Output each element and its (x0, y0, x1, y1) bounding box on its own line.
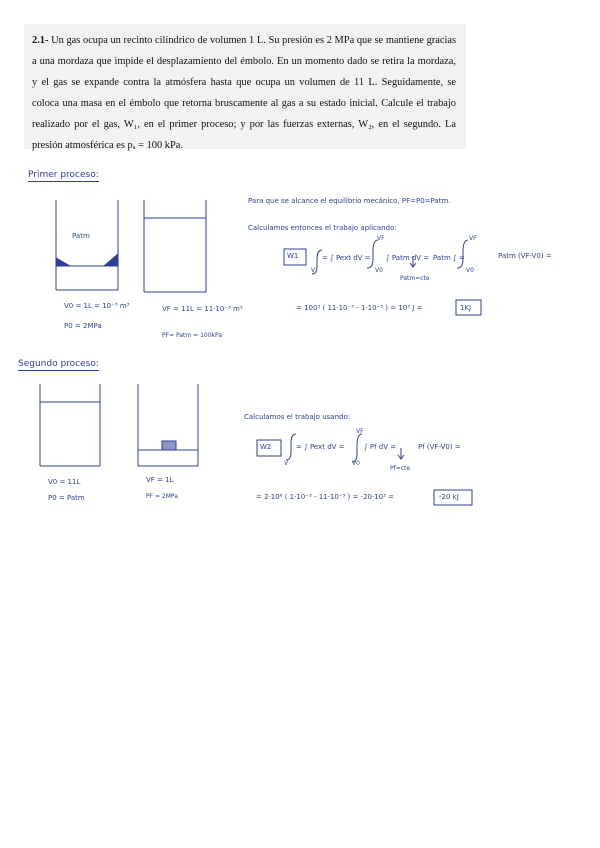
lower-limit: V0 (375, 267, 383, 274)
cylinder-initial-2 (40, 384, 100, 466)
calc-intro-1: Calculamos entonces el trabajo aplicando: (248, 224, 397, 232)
patm-label: Patm (72, 232, 90, 240)
process1-heading: Primer proceso: (28, 170, 99, 180)
result-value-1: 1KJ (460, 304, 472, 312)
p0-initial-2: P0 = Patm (48, 494, 85, 502)
lower-limit: V (284, 460, 289, 467)
integral-sign (286, 434, 296, 460)
problem-number: 2.1- (32, 35, 49, 46)
p0-initial: P0 = 2MPa (64, 322, 102, 330)
equation-part-2: ∫ Patm dV = (386, 254, 430, 262)
calc-intro-2: Calculamos el trabajo usando: (244, 413, 351, 421)
lower-limit: V0 (352, 460, 360, 467)
process2-heading: Segundo proceso: (18, 359, 99, 369)
v0-initial: V0 = 1L = 10⁻³ m³ (64, 302, 130, 310)
equation-part-3: Pf (VF-V0) = (418, 443, 461, 451)
result-line-1: = 100³ ( 11·10⁻³ - 1·10⁻³ ) = 10³ J = (296, 304, 423, 312)
equation-part-1: = ∫ Pext dV = (296, 443, 345, 451)
upper-limit: VF (377, 235, 385, 242)
constant-note: Pf=cte (390, 465, 411, 472)
v0-initial-2: V0 = 11L (48, 478, 81, 486)
equation-part-3: Patm ∫ = (433, 254, 465, 262)
equation-part-1: = ∫ Pext dV = (322, 254, 371, 262)
lower-limit: V0 (466, 267, 474, 274)
equation-part-4: Patm (VF-V0) = (498, 252, 552, 260)
cylinder-initial-1 (56, 200, 118, 290)
clamp-left (56, 258, 70, 266)
w2-label: W2 (260, 443, 272, 451)
problem-text: Un gas ocupa un recinto cilíndrico de volumen 1 L. Su presión es 2 MPa que se mantiene gracias a una mordaza que impide el desplazamiento del émbolo. En un momento dado se retira la mordaza, y el gas se expande contra la atmósfera hasta que ocupa un volumen de 11 L. Seguidamente, se coloca una masa en el émbolo que retorna bruscamente al gas a su estado inicial. Calcule el trabajo realizado por el gas, W₁, en el primer proceso; y por las fuerzas externas, W₂, en el segundo. La presión atmosférica es pₐ = 100 kPa. (32, 35, 456, 151)
cylinder-final-2 (138, 384, 198, 466)
w1-label: W1 (287, 252, 299, 260)
mass-block (162, 441, 176, 450)
vf-final: VF = 11L = 11·10⁻³ m³ (162, 305, 243, 313)
pf-final-2: PF = 2MPa (146, 493, 178, 500)
vf-final-2: VF = 1L (146, 476, 174, 484)
upper-limit: VF (356, 428, 364, 435)
integral-sign (352, 434, 362, 462)
upper-limit: VF (469, 235, 477, 242)
equilibrium-note: Para que se alcance el equilibrio mecánico, PF=P0=Patm. (248, 197, 451, 205)
cylinder-final-1 (144, 200, 206, 292)
pf-final: PF= Patm = 100kPa (162, 332, 223, 339)
constant-note: Patm=cte (400, 275, 430, 282)
clamp-right (104, 254, 118, 266)
lower-limit: V (311, 267, 316, 274)
result-value-2: -20 kJ (439, 493, 459, 501)
equation-part-2: ∫ Pf dV = (364, 443, 397, 451)
result-line-2: = 2·10⁶ ( 1·10⁻³ - 11·10⁻³ ) = -20·10³ = (256, 493, 395, 501)
